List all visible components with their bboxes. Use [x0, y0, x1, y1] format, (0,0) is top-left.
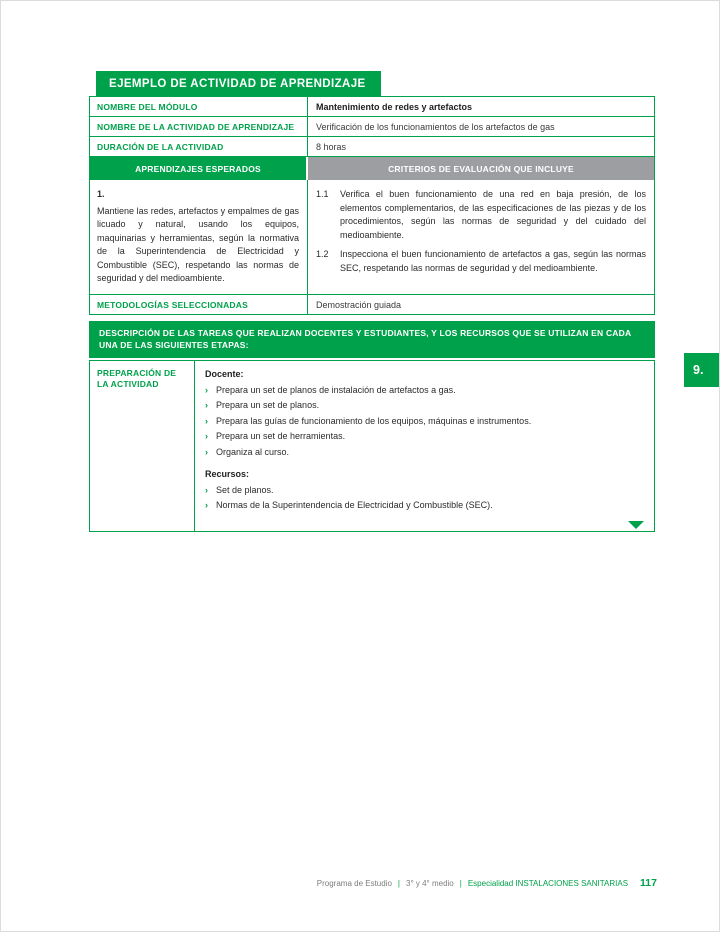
expected-learning-cell	[90, 180, 308, 294]
table-row-learning-content	[89, 180, 655, 295]
bullet-arrow-icon: ›	[205, 484, 208, 495]
methodology-value: Demostración guiada	[316, 299, 402, 310]
docente-task-text: Organiza al curso.	[216, 446, 290, 457]
docente-task-text: Prepara las guías de funcionamiento de los equipos, máquinas e instrumentos.	[216, 415, 532, 426]
bullet-arrow-icon: ›	[205, 384, 208, 395]
table-row-activity-name	[89, 117, 655, 137]
docente-task-item	[205, 384, 644, 397]
footer-specialty-text: Especialidad INSTALACIONES SANITARIAS	[467, 879, 629, 888]
criteria-item	[316, 248, 646, 275]
activity-name-label: NOMBRE DE LA ACTIVIDAD DE APRENDIZAJE	[90, 117, 308, 136]
docente-task-text: Prepara un set de planos.	[216, 400, 320, 410]
table-column-headers	[89, 157, 655, 180]
criteria-number: 1.2	[316, 249, 329, 259]
footer-program-text: Programa de Estudio	[316, 879, 392, 888]
docente-task-item	[205, 446, 644, 459]
tasks-description-banner: DESCRIPCIÓN DE LAS TAREAS QUE REALIZAN DOCENTES Y ESTUDIANTES, Y LOS RECURSOS QUE SE UTILIZAN EN CADA UNA DE LAS SIGUIENTES ETAPAS:	[89, 321, 655, 358]
bullet-arrow-icon: ›	[205, 415, 208, 426]
methodology-label: METODOLOGÍAS SELECCIONADAS	[90, 295, 308, 314]
footer-separator: |	[459, 879, 462, 888]
recurso-item	[205, 484, 644, 497]
activity-table	[89, 96, 655, 532]
criteria-number: 1.1	[316, 189, 329, 199]
activity-title: EJEMPLO DE ACTIVIDAD DE APRENDIZAJE	[96, 71, 381, 96]
page-number: 117	[640, 877, 657, 889]
triangle-down-icon	[628, 521, 644, 529]
expected-learning-text: Mantiene las redes, artefactos y empalmes de gas licuado y natural, usando los equipos, maquinarias y herramientas, según la normativa de la Superintendencia de Electricidad y Combustible (SEC), respetando las normas de seguridad y del medioambiente.	[97, 205, 299, 283]
criteria-text: Verifica el buen funcionamiento de una red en baja presión, de los elementos complementarios, de las especificaciones de las piezas y de los procedimientos, según las normas de seguridad y del cuidado del medioambiente.	[340, 189, 646, 240]
table-row-module	[89, 96, 655, 117]
footer-separator: |	[397, 879, 400, 888]
footer-grade-text: 3° y 4° medio	[406, 879, 454, 888]
duration-label: DURACIÓN DE LA ACTIVIDAD	[90, 137, 308, 156]
docente-group-title: Docente:	[205, 368, 244, 379]
recurso-text: Normas de la Superintendencia de Electricidad y Combustible (SEC).	[216, 500, 493, 510]
criteria-item	[316, 188, 646, 242]
bullet-arrow-icon: ›	[205, 500, 208, 510]
docente-task-list	[205, 384, 644, 459]
docente-task-item	[205, 430, 644, 443]
module-name-value: Mantenimiento de redes y artefactos	[316, 102, 473, 112]
preparation-content	[195, 361, 654, 532]
table-row-methodology	[89, 295, 655, 315]
docente-task-item	[205, 415, 644, 428]
preparation-label: PREPARACIÓN DE LA ACTIVIDAD	[90, 361, 195, 532]
chapter-side-tab: 9.	[684, 353, 719, 387]
docente-task-item	[205, 399, 644, 412]
page-footer	[317, 877, 657, 889]
activity-name-value: Verificación de los funcionamientos de los artefactos de gas	[316, 122, 555, 132]
bullet-arrow-icon: ›	[205, 446, 208, 457]
activity-section	[89, 71, 655, 532]
recursos-list	[205, 484, 644, 513]
table-row-preparation	[89, 360, 655, 533]
expected-learning-header: APRENDIZAJES ESPERADOS	[90, 157, 308, 180]
docente-task-text: Prepara un set de planos de instalación de artefactos a gas.	[216, 384, 456, 395]
recurso-text: Set de planos.	[216, 484, 274, 495]
evaluation-criteria-cell	[308, 180, 654, 294]
table-row-duration	[89, 137, 655, 157]
evaluation-criteria-header: CRITERIOS DE EVALUACIÓN QUE INCLUYE	[308, 157, 654, 180]
criteria-text: Inspecciona el buen funcionamiento de artefactos a gas, según las normas SEC, respetando las normas de seguridad y del medioambiente.	[340, 249, 646, 273]
bullet-arrow-icon: ›	[205, 400, 208, 410]
expected-learning-number: 1.	[97, 189, 105, 199]
recurso-item	[205, 499, 644, 512]
bullet-arrow-icon: ›	[205, 431, 208, 441]
duration-value: 8 horas	[316, 142, 347, 152]
recursos-group-title: Recursos:	[205, 468, 250, 479]
module-name-label: NOMBRE DEL MÓDULO	[90, 97, 308, 116]
docente-task-text: Prepara un set de herramientas.	[216, 431, 346, 441]
